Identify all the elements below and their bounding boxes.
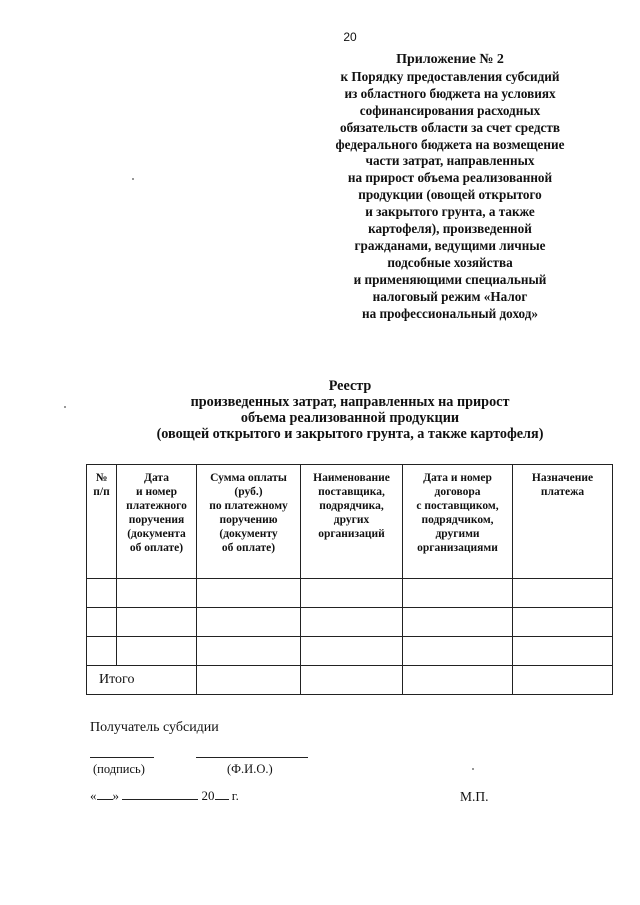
registry-heading [100,378,600,442]
appendix-line: и применяющими специальный [353,271,547,287]
total-label: Итого [87,666,197,695]
table-cell [87,579,117,608]
scan-speck [64,406,66,408]
header-text: с поставщиком, [416,500,499,512]
table-cell [513,666,613,695]
appendix-line: обязательств области за счет средств [340,119,560,135]
header-text: Дата и номер [423,472,492,484]
header-text: Наименование [313,472,390,484]
month-blank [122,788,198,800]
scan-speck [472,768,474,770]
registry-table [86,464,613,695]
table-cell [197,666,301,695]
table-cell [513,608,613,637]
table-cell [197,608,301,637]
header-text: других [333,514,370,526]
table-header-row [87,465,613,579]
table-cell [403,637,513,666]
column-header-contract [403,465,513,579]
appendix-line: части затрат, направленных [365,153,535,169]
header-text: Сумма оплаты [210,472,287,484]
column-header-amount [197,465,301,579]
table-total-row [87,666,613,695]
header-text: Назначение [531,472,594,484]
header-text: платежа [540,486,585,498]
table-cell [301,666,403,695]
appendix-title: Приложение № 2 [396,52,504,67]
table-row [87,608,613,637]
registry-title: Реестр [328,378,372,394]
table-cell [117,579,197,608]
table-cell [513,637,613,666]
column-header-payment-order [117,465,197,579]
header-text: поставщика, [318,486,385,498]
signature-caption: (подпись) [93,762,145,776]
appendix-line: на профессиональный доход» [361,305,539,321]
appendix-line: к Порядку предоставления субсидий [340,68,560,84]
table-cell [117,637,197,666]
header-text: (руб.) [234,486,263,498]
column-header-number [87,465,117,579]
appendix-line: гражданами, ведущими личные [354,237,546,253]
name-caption: (Ф.И.О.) [227,762,273,776]
appendix-line: и закрытого грунта, а также [365,204,535,220]
table-cell [301,637,403,666]
registry-subtitle-line: произведенных затрат, направленных на прирост [190,394,510,410]
table-cell [197,637,301,666]
header-text: (документа [127,528,186,540]
name-line [196,757,308,758]
table-cell [87,608,117,637]
registry-subtitle-line: объема реализованной продукции [240,410,460,426]
appendix-line: из областного бюджета на условиях [344,85,556,101]
appendix-line: федерального бюджета на возмещение [335,136,565,152]
header-text: и номер [136,486,177,498]
date-line [90,788,239,804]
header-text: организациями [417,542,498,554]
appendix-line: на прирост объема реализованной [347,170,553,186]
header-text: организаций [318,528,385,540]
table-row [87,637,613,666]
header-text: другими [435,528,480,540]
table-cell [117,608,197,637]
date-quote-close: » [112,788,119,803]
header-text: по платежному [209,500,288,512]
scan-speck [132,178,134,180]
header-text: об оплате) [221,542,276,554]
day-blank [97,788,113,800]
signature-line [90,757,154,758]
header-text: поручению [219,514,278,526]
page-number: 20 [343,30,357,44]
table-cell [403,666,513,695]
year-blank [215,788,229,800]
table-cell [513,579,613,608]
registry-subtitle-line: (овощей открытого и закрытого грунта, а также картофеля) [156,426,544,442]
header-text: (документу [219,528,278,540]
year-prefix: 20 [201,788,215,803]
date-quote-open: « [90,788,97,803]
appendix-line: картофеля), произведенной [368,221,532,237]
appendix-line: подсобные хозяйства [387,254,513,270]
column-header-purpose [513,465,613,579]
table-cell [403,608,513,637]
header-text: об оплате) [129,542,184,554]
table-cell [403,579,513,608]
header-text: договора [434,486,481,498]
recipient-label: Получатель субсидии [90,720,219,735]
appendix-line: софинансирования расходных [359,102,541,118]
header-text: подрядчика, [319,500,384,512]
header-text: п/п [93,486,110,498]
table-cell [197,579,301,608]
header-text: № [95,472,108,484]
column-header-supplier [301,465,403,579]
header-text: подрядчиком, [421,514,494,526]
header-text: платежного [126,500,187,512]
table-cell [301,608,403,637]
stamp-placeholder: М.П. [460,789,489,804]
header-text: поручения [128,514,185,526]
table-cell [87,637,117,666]
appendix-header [305,52,595,323]
appendix-line: продукции (овощей открытого [358,187,542,203]
year-suffix: г. [231,788,239,803]
header-text: Дата [144,472,169,484]
table-cell [301,579,403,608]
table-row [87,579,613,608]
appendix-line: налоговый режим «Налог [372,288,528,304]
